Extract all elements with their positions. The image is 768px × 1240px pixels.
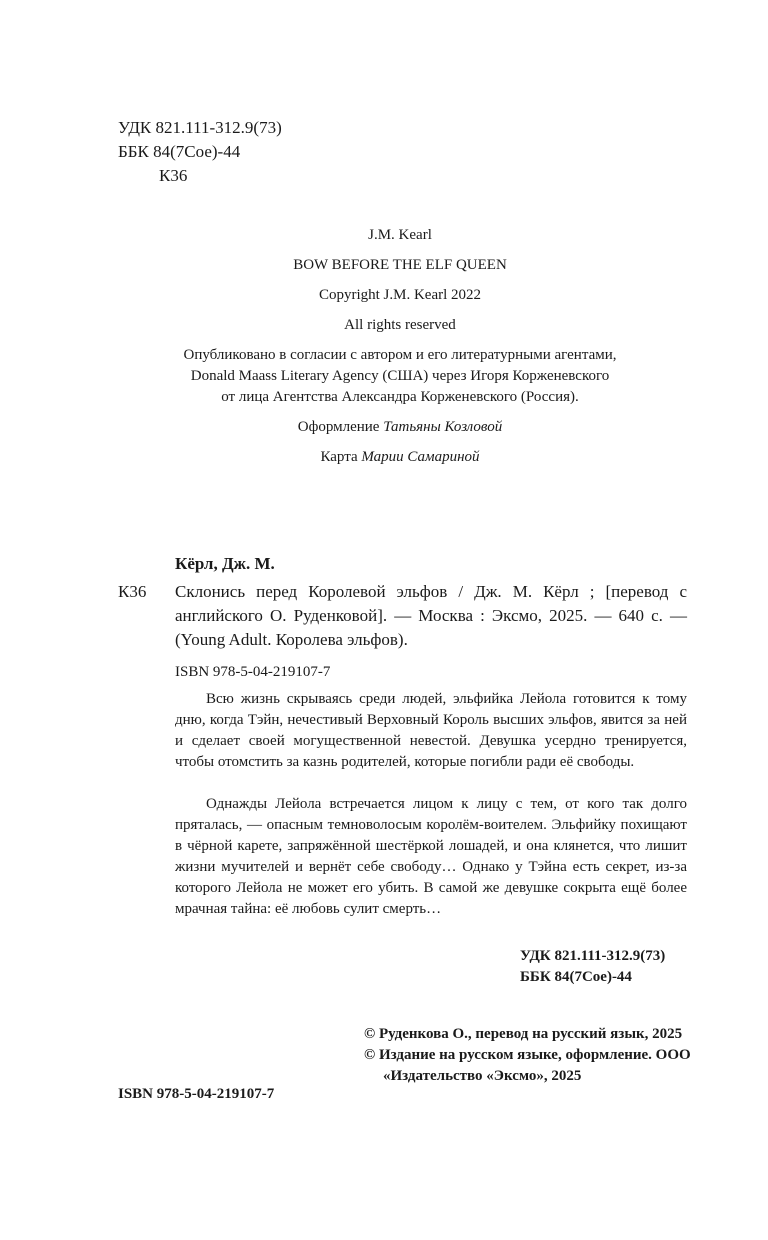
translation-copyright: © Руденкова О., перевод на русский язык, 2025 bbox=[364, 1026, 683, 1042]
map-label: Карта bbox=[320, 449, 358, 465]
bbk-code: ББК 84(7Сое)-44 bbox=[520, 969, 632, 985]
agency-notice bbox=[100, 345, 700, 408]
credits-block bbox=[100, 225, 700, 468]
design-name: Татьяны Козловой bbox=[383, 419, 503, 435]
classification-block bbox=[118, 116, 282, 188]
rights-reserved: All rights reserved bbox=[344, 317, 456, 333]
author-mark: К36 bbox=[118, 582, 147, 601]
classification-block-bottom bbox=[520, 946, 665, 988]
isbn-number: ISBN 978-5-04-219107-7 bbox=[175, 664, 331, 680]
design-credit bbox=[100, 417, 700, 438]
author-heading: Кёрл, Дж. М. bbox=[175, 554, 275, 573]
author-mark: К36 bbox=[159, 166, 188, 185]
design-label: Оформление bbox=[297, 419, 380, 435]
bbk-code: ББК 84(7Сое)-44 bbox=[118, 142, 241, 161]
udk-code: УДК 821.111-312.9(73) bbox=[520, 948, 666, 964]
edition-copyright: © Издание на русском языке, оформление. ООО «Издательство «Эксмо», 2025 bbox=[364, 1047, 691, 1084]
agency-line: Donald Maass Literary Agency (США) через Игоря Корженевского bbox=[190, 368, 610, 384]
copyright-block bbox=[364, 1024, 694, 1087]
title-record: Склонись перед Королевой эльфов / Дж. М. Кёрл ; [перевод с английского О. Руденковой]. — Москва : Эксмо, 2025. — 640 с. — (Young Adult. Королева эльфов). bbox=[175, 582, 687, 649]
annotation-paragraph: Однажды Лейола встречается лицом к лицу с тем, от кого так долго пряталась, — опасным темноволосым королём-воителем. Эльфийку похищают в чёрной карете, запряжённой шестёркой лошадей, и она клянется, что лишит жизни мучителей и вернёт себе свободу… Однако у Тэйна есть секрет, из-за которого Лейола не может его убить. В самой же девушке сокрыта ещё более мрачная тайна: её любовь сулит смерть… bbox=[175, 796, 687, 917]
agency-line: Опубликовано в согласии с автором и его литературными агентами, bbox=[183, 347, 617, 363]
udk-code: УДК 821.111-312.9(73) bbox=[118, 118, 282, 137]
annotation bbox=[175, 689, 687, 941]
isbn-number-bottom: ISBN 978-5-04-219107-7 bbox=[118, 1086, 275, 1102]
original-author: J.M. Kearl bbox=[368, 227, 432, 243]
map-name: Марии Самариной bbox=[361, 449, 480, 465]
original-copyright: Copyright J.M. Kearl 2022 bbox=[318, 287, 482, 303]
agency-line: от лица Агентства Александра Корженевского (Россия). bbox=[221, 389, 579, 405]
map-credit bbox=[100, 447, 700, 468]
original-title: BOW BEFORE THE ELF QUEEN bbox=[293, 257, 507, 273]
annotation-paragraph: Всю жизнь скрываясь среди людей, эльфийка Лейола готовится к тому дню, когда Тэйн, нечестивый Верховный Король высших эльфов, явится за ней и сделает своей могущественной невестой. Девушка усердно тренируется, чтобы отомстить за казнь родителей, которые погибли ради её свободы. bbox=[175, 691, 687, 770]
